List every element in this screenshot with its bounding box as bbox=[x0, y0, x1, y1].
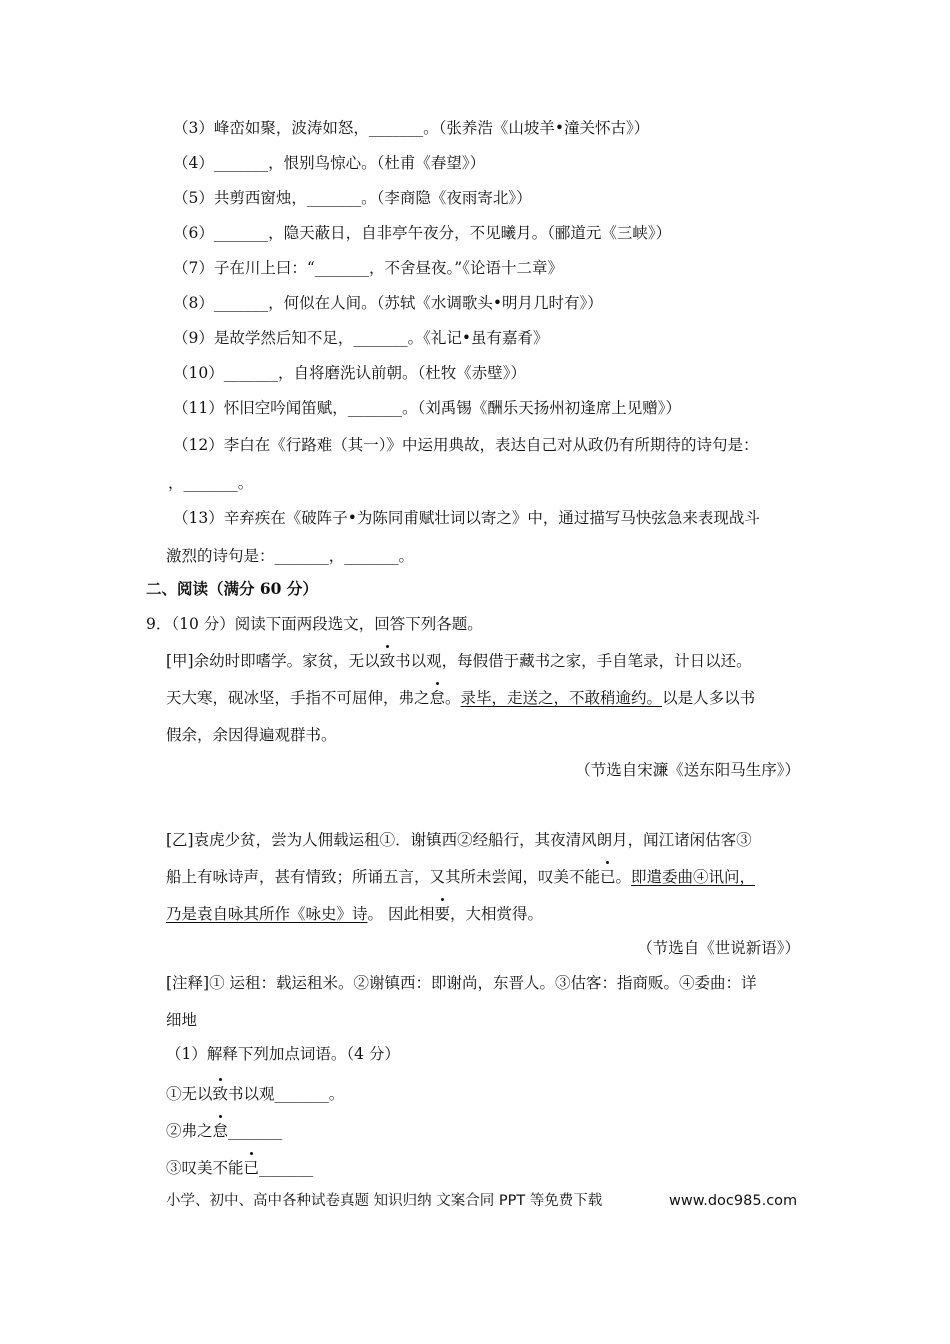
dotted-word-dai: 怠 bbox=[429, 689, 446, 707]
fill-line-4: （4）_______，恨别鸟惊心。（杜甫《春望》） bbox=[173, 154, 486, 172]
fill-line-8: （8）_______，何似在人间。（苏轼《水调歌头•明月几时有》） bbox=[173, 294, 603, 312]
fill-line-13: （13）辛弃疾在《破阵子•为陈同甫赋壮词以寄之》中，通过描写马快弦急来表现战斗 bbox=[173, 509, 760, 527]
fill-line-9: （9）是故学然后知不足，_______。《礼记•虽有嘉肴》 bbox=[173, 329, 549, 347]
fill-line-11: （11）怀旧空吟闻笛赋，_______。（刘禹锡《酬乐天扬州初逢席上见赠》） bbox=[173, 399, 681, 417]
sub-question-1: （1）解释下列加点词语。（4 分） bbox=[166, 1045, 400, 1063]
fill-line-12-answer: ，_______。 bbox=[168, 474, 254, 492]
passage-yi-line-2: 船上有咏诗声，甚有情致；所诵五言，又其所未尝闻，叹美不能已。即遣委曲④讯问， bbox=[166, 868, 756, 886]
underlined-sentence-yi-b: 乃是袁自咏其所作《咏史》诗 bbox=[166, 905, 368, 923]
fill-line-10: （10）_______，自将磨洗认前朝。（杜牧《赤壁》） bbox=[173, 364, 526, 382]
footer-url[interactable]: www.doc985.com bbox=[669, 1193, 798, 1209]
dotted-word-item-1: 致 bbox=[212, 1085, 229, 1103]
fill-line-3: （3）峰峦如聚，波涛如怒，_______。（张养浩《山坡羊•潼关怀古》） bbox=[173, 119, 650, 137]
fill-line-5: （5）共剪西窗烛，_______。（李商隐《夜雨寄北》） bbox=[173, 189, 532, 207]
sub-item-2: ②弗之怠_______ bbox=[166, 1122, 283, 1140]
dotted-word-yao: 要 bbox=[434, 905, 450, 923]
dotted-word-item-3: 已 bbox=[243, 1159, 260, 1177]
fill-line-7: （7）子在川上曰：“_______，不舍昼夜。”《论语十二章》 bbox=[173, 259, 563, 277]
passage-jia-source: （节选自宋濂《送东阳马生序》） bbox=[575, 761, 800, 779]
fill-line-13-answer: 激烈的诗句是：_______，_______。 bbox=[166, 547, 415, 565]
underlined-sentence-jia: 录毕，走送之，不敢稍逾约。 bbox=[460, 689, 663, 707]
dotted-word-item-2: 怠 bbox=[212, 1122, 229, 1140]
passage-yi-line-1: [乙]袁虎少贫，尝为人佣载运租①．谢镇西②经船行，其夜清风朗月，闻江诸闲估客③ bbox=[166, 831, 752, 849]
footer-text: 小学、初中、高中各种试卷真题 知识归纳 文案合同 PPT 等免费下载 bbox=[166, 1193, 603, 1209]
notes-line-2: 细地 bbox=[166, 1011, 198, 1029]
passage-jia-line-2: 天大寒，砚冰坚，手指不可屈伸，弗之怠。录毕，走送之，不敢稍逾约。以是人多以书 bbox=[166, 689, 756, 707]
passage-jia-line-3: 假余，余因得遍观群书。 bbox=[166, 726, 337, 744]
passage-yi-line-3: 乃是袁自咏其所作《咏史》诗。 因此相要，大相赏得。 bbox=[166, 905, 543, 923]
question-9-stem: 9．（10 分）阅读下面两段选文，回答下列各题。 bbox=[146, 615, 483, 633]
notes-line-1: [注释]① 运租：载运租米。②谢镇西：即谢尚，东晋人。③估客：指商贩。④委曲：详 bbox=[166, 974, 757, 992]
fill-line-6: （6）_______，隐天蔽日，自非亭午夜分，不见曦月。（郦道元《三峡》） bbox=[173, 224, 672, 242]
fill-line-12: （12）李白在《行路难（其一）》中运用典故，表达自己对从政仍有所期待的诗句是： bbox=[173, 436, 759, 454]
passage-jia-line-1: [甲]余幼时即嗜学。家贫，无以致书以观，每假借于藏书之家，手自笔录，计日以还。 bbox=[166, 652, 752, 670]
dotted-word-yi: 已 bbox=[600, 868, 616, 886]
passage-yi-source: （节选自《世说新语》） bbox=[637, 939, 800, 957]
sub-item-1: ①无以致书以观_______。 bbox=[166, 1085, 345, 1103]
sub-item-3: ③叹美不能已_______ bbox=[166, 1159, 314, 1177]
section-title: 二、阅读（满分 60 分） bbox=[146, 579, 318, 598]
underlined-sentence-yi-a: 即遣委曲④讯问， bbox=[631, 868, 756, 886]
dotted-word-zhi: 致 bbox=[379, 652, 396, 670]
